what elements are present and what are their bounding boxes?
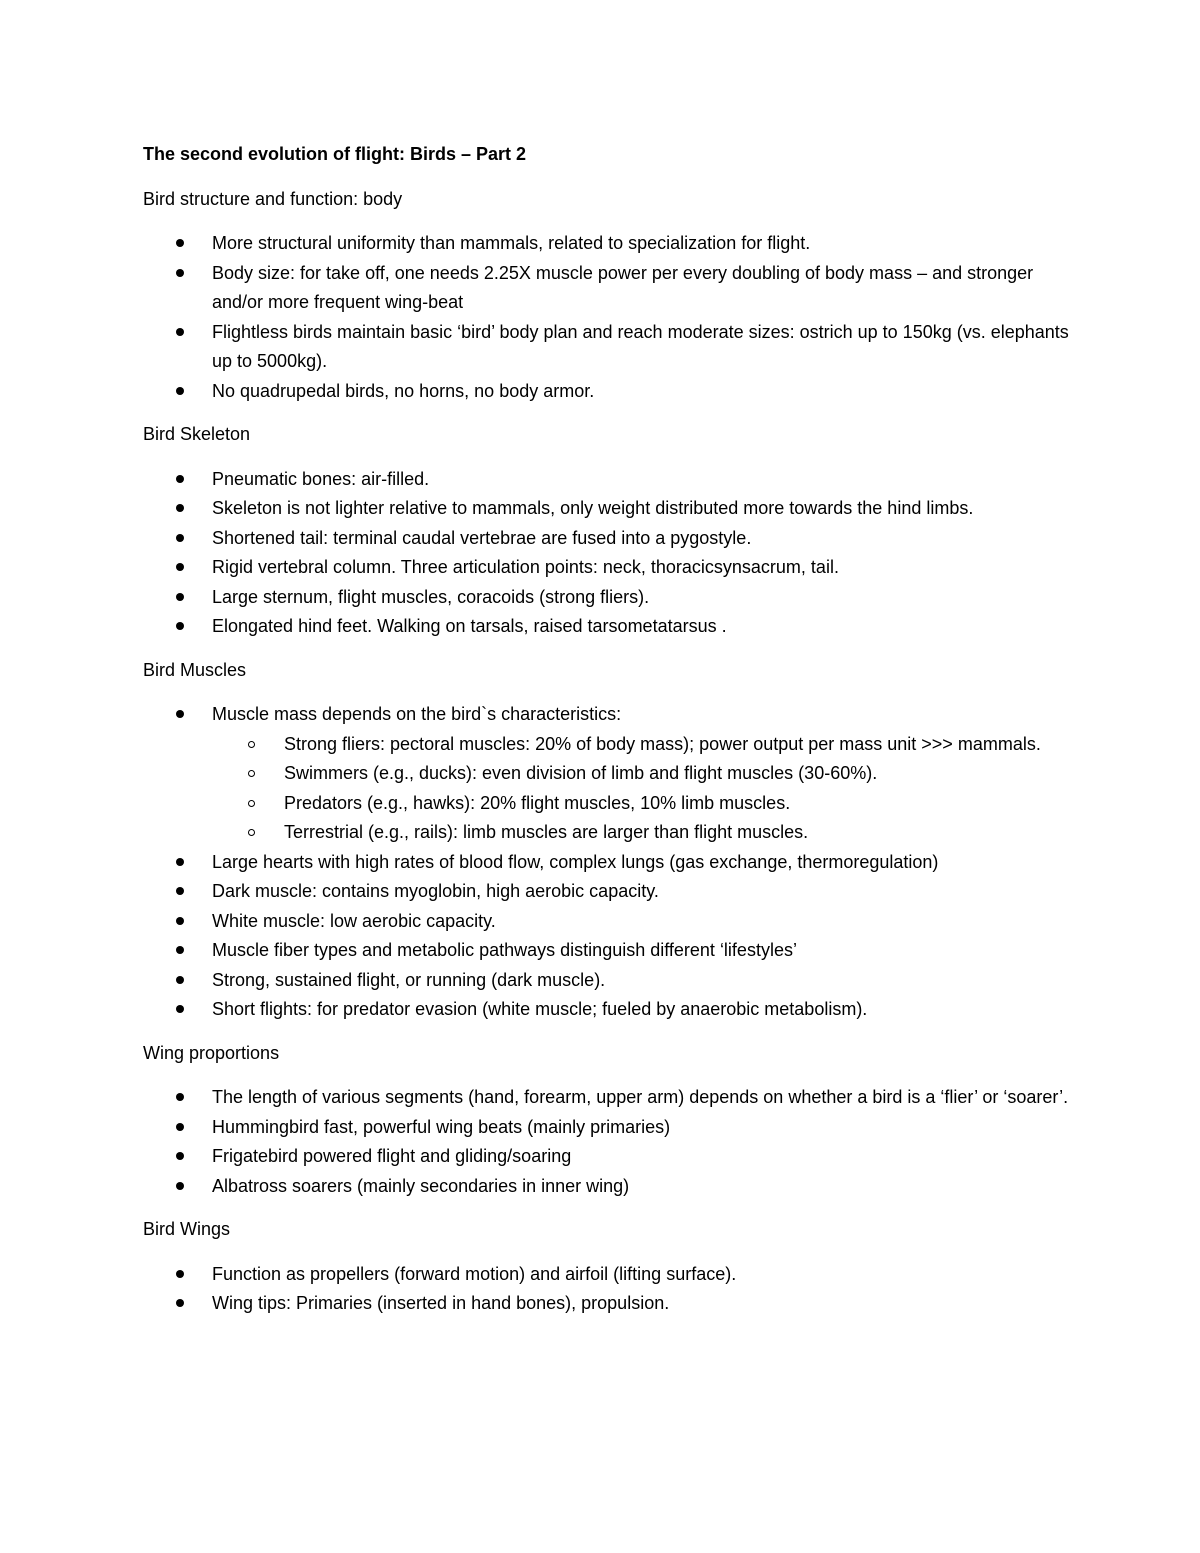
bullet-text: Short flights: for predator evasion (white muscle; fueled by anaerobic metabolism).	[212, 999, 868, 1019]
bullet-item	[143, 318, 1073, 377]
document-page	[143, 140, 1073, 1333]
sub-bullet-list	[212, 730, 1073, 848]
sub-bullet-text: Terrestrial (e.g., rails): limb muscles are larger than flight muscles.	[284, 822, 809, 842]
bullet-dot-icon	[176, 1093, 184, 1101]
bullet-text: Muscle mass depends on the bird`s characteristics:	[212, 704, 622, 724]
bullet-text: Hummingbird fast, powerful wing beats (mainly primaries)	[212, 1116, 671, 1137]
sub-bullet-text: Strong fliers: pectoral muscles: 20% of body mass); power output per mass unit >>> mammals.	[284, 733, 1041, 754]
bullet-text: Flightless birds maintain basic ‘bird’ body plan and reach moderate sizes: ostrich up to 150kg (vs. elephants up to 5000kg).	[212, 321, 1069, 371]
sub-bullet-item	[212, 730, 1073, 760]
bullet-text: Dark muscle: contains myoglobin, high aerobic capacity.	[212, 881, 659, 901]
section-heading: Wing proportions	[143, 1042, 280, 1063]
bullet-dot-icon	[176, 1299, 184, 1307]
bullet-item	[143, 612, 1073, 642]
bullet-dot-icon	[176, 563, 184, 571]
bullet-text: Frigatebird powered flight and gliding/soaring	[212, 1146, 572, 1166]
bullet-dot-icon	[176, 946, 184, 954]
bullet-item	[143, 1172, 1073, 1202]
bullet-item	[143, 995, 1073, 1025]
sub-bullet-item	[212, 759, 1073, 789]
bullet-dot-icon	[176, 328, 184, 336]
sub-bullet-item	[212, 818, 1073, 848]
bullet-dot-icon	[176, 1123, 184, 1131]
bullet-item	[143, 465, 1073, 495]
bullet-text: Rigid vertebral column. Three articulation points: neck, thoracicsynsacrum, tail.	[212, 557, 839, 577]
bullet-dot-icon	[176, 475, 184, 483]
bullet-text: Wing tips: Primaries (inserted in hand bones), propulsion.	[212, 1293, 670, 1313]
bullet-list	[143, 700, 1073, 1025]
bullet-dot-icon	[176, 1005, 184, 1013]
document-title: The second evolution of flight: Birds – Part 2	[143, 144, 527, 164]
bullet-item	[143, 583, 1073, 613]
bullet-item	[143, 1142, 1073, 1172]
bullet-item	[143, 377, 1073, 407]
bullet-list	[143, 229, 1073, 406]
bullet-text: No quadrupedal birds, no horns, no body armor.	[212, 380, 595, 401]
section-heading: Bird structure and function: body	[143, 188, 403, 209]
bullet-item	[143, 700, 1073, 848]
bullet-text: Shortened tail: terminal caudal vertebrae are fused into a pygostyle.	[212, 527, 752, 548]
bullet-text: Function as propellers (forward motion) and airfoil (lifting surface).	[212, 1263, 737, 1284]
bullet-item	[143, 848, 1073, 878]
section-heading: Bird Muscles	[143, 659, 247, 680]
bullet-dot-icon	[176, 1182, 184, 1190]
section-heading: Bird Wings	[143, 1219, 231, 1239]
bullet-dot-icon	[176, 917, 184, 925]
bullet-dot-icon	[176, 858, 184, 866]
bullet-item	[143, 259, 1073, 318]
bullet-item	[143, 966, 1073, 996]
bullet-text: Body size: for take off, one needs 2.25X muscle power per every doubling of body mass – and stronger and/or more frequent wing-beat	[212, 262, 1034, 312]
bullet-item	[143, 1083, 1073, 1113]
section-heading: Bird Skeleton	[143, 424, 251, 444]
bullet-dot-icon	[176, 710, 184, 718]
bullet-item	[143, 936, 1073, 966]
bullet-item	[143, 1113, 1073, 1143]
bullet-dot-icon	[176, 622, 184, 630]
hollow-circle-bullet-icon	[248, 770, 255, 777]
bullet-text: Large sternum, flight muscles, coracoids (strong fliers).	[212, 586, 650, 607]
bullet-text: White muscle: low aerobic capacity.	[212, 910, 496, 931]
bullet-list	[143, 465, 1073, 642]
bullet-dot-icon	[176, 387, 184, 395]
bullet-text: Elongated hind feet. Walking on tarsals, raised tarsometatarsus .	[212, 616, 727, 636]
bullet-text: Strong, sustained flight, or running (dark muscle).	[212, 969, 606, 990]
bullet-item	[143, 553, 1073, 583]
bullet-dot-icon	[176, 593, 184, 601]
bullet-text: Muscle fiber types and metabolic pathways distinguish different ‘lifestyles’	[212, 940, 797, 960]
bullet-text: The length of various segments (hand, forearm, upper arm) depends on whether a bird is a ‘flier’ or ‘soarer’.	[212, 1087, 1069, 1107]
bullet-list	[143, 1083, 1073, 1201]
sub-bullet-text: Predators (e.g., hawks): 20% flight muscles, 10% limb muscles.	[284, 792, 791, 813]
bullet-text: Skeleton is not lighter relative to mammals, only weight distributed more towards the hind limbs.	[212, 498, 974, 518]
bullet-item	[143, 907, 1073, 937]
bullet-dot-icon	[176, 269, 184, 277]
bullet-item	[143, 1289, 1073, 1319]
bullet-list	[143, 1260, 1073, 1319]
sub-bullet-item	[212, 789, 1073, 819]
hollow-circle-bullet-icon	[248, 741, 255, 748]
bullet-text: Albatross soarers (mainly secondaries in inner wing)	[212, 1175, 630, 1196]
bullet-text: More structural uniformity than mammals, related to specialization for flight.	[212, 233, 811, 253]
bullet-item	[143, 877, 1073, 907]
bullet-text: Large hearts with high rates of blood flow, complex lungs (gas exchange, thermoregulation)	[212, 851, 939, 872]
hollow-circle-bullet-icon	[248, 829, 255, 836]
bullet-item	[143, 494, 1073, 524]
bullet-dot-icon	[176, 534, 184, 542]
bullet-dot-icon	[176, 976, 184, 984]
bullet-dot-icon	[176, 239, 184, 247]
bullet-dot-icon	[176, 1270, 184, 1278]
bullet-dot-icon	[176, 504, 184, 512]
bullet-dot-icon	[176, 887, 184, 895]
bullet-dot-icon	[176, 1152, 184, 1160]
bullet-item	[143, 1260, 1073, 1290]
sub-bullet-text: Swimmers (e.g., ducks): even division of limb and flight muscles (30-60%).	[284, 763, 878, 783]
document-sections	[143, 185, 1073, 1319]
hollow-circle-bullet-icon	[248, 800, 255, 807]
bullet-item	[143, 524, 1073, 554]
bullet-item	[143, 229, 1073, 259]
bullet-text: Pneumatic bones: air-filled.	[212, 468, 430, 489]
